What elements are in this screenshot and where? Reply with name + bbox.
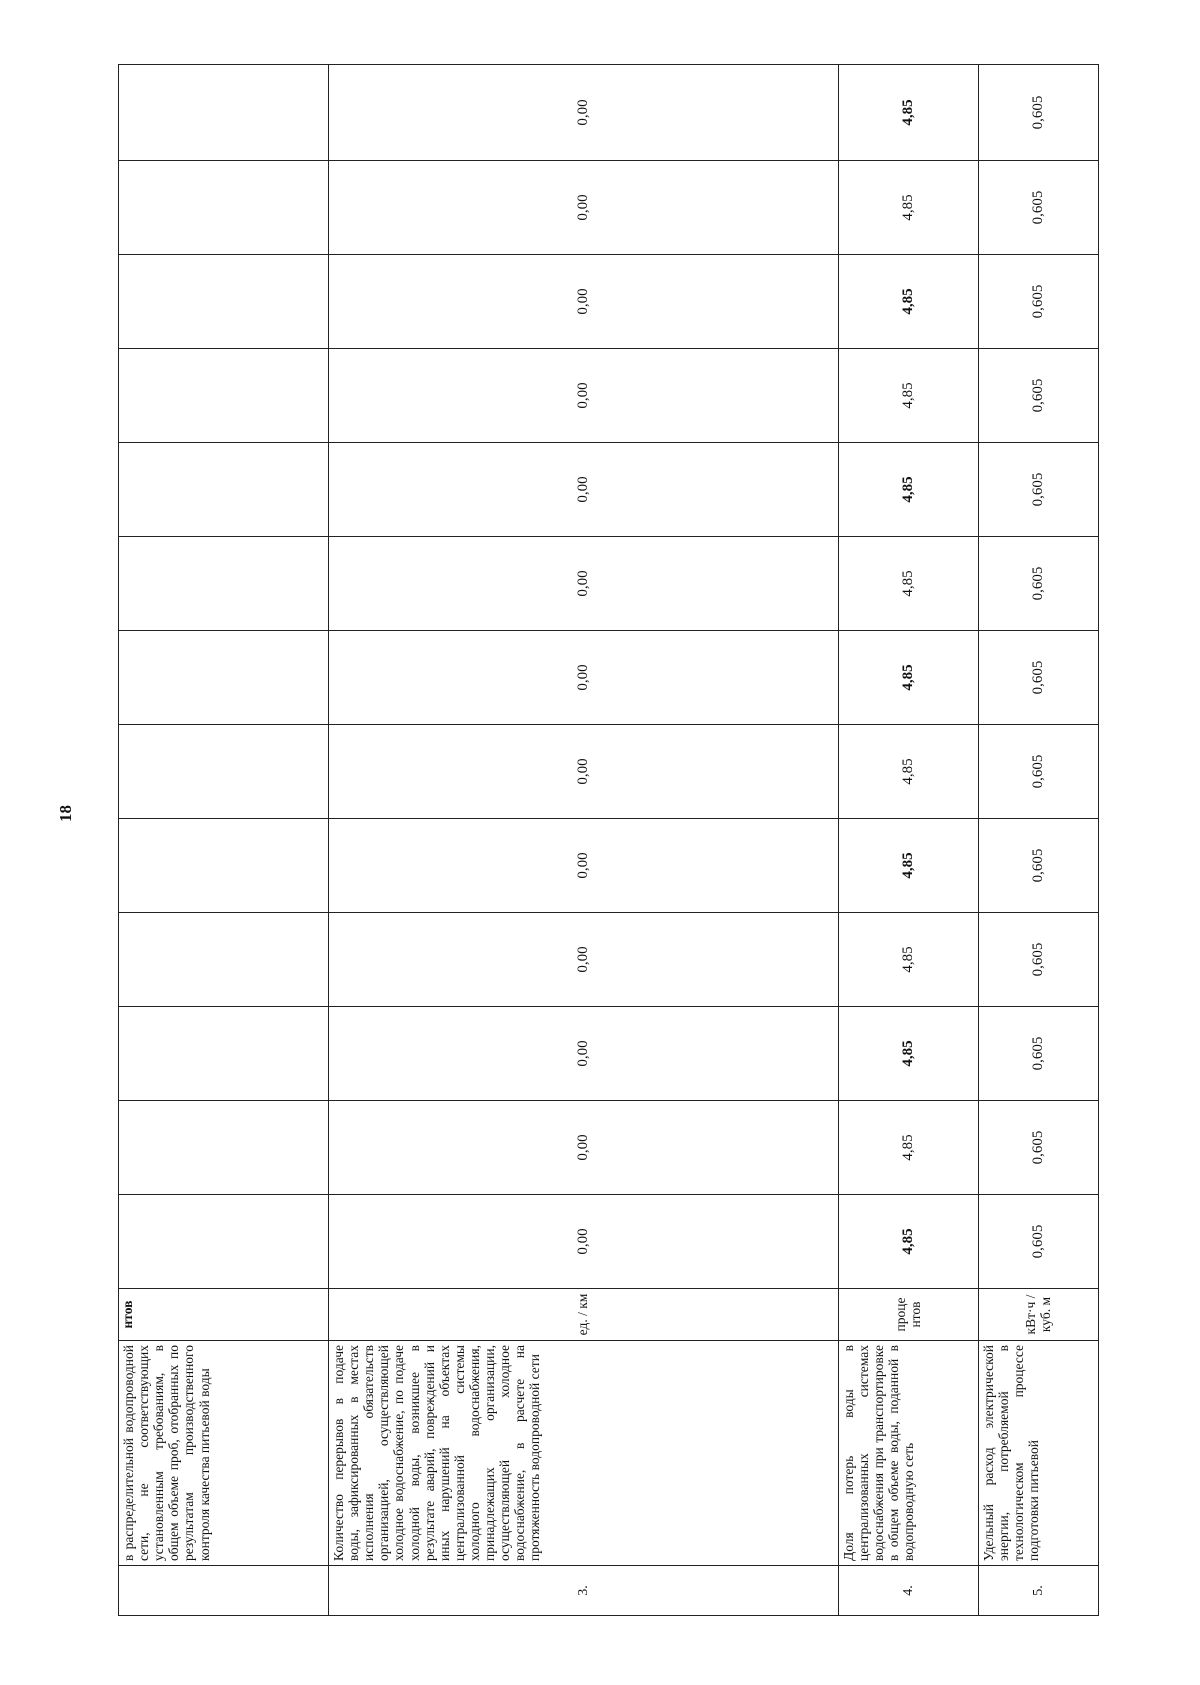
year-value-cell: 0,00 — [329, 1195, 839, 1289]
indicator-description: в распределительной водопроводной сети, не соответствующих установленным требованиям, в общем объеме проб, отобранных по результатам производственного контроля качества питьевой воды — [119, 1341, 329, 1566]
year-value-cell: 4,85 — [839, 913, 979, 1007]
year-value-cell: 0,605 — [979, 349, 1099, 443]
year-value-cell: 0,605 — [979, 65, 1099, 161]
year-value-cell: 0,00 — [329, 443, 839, 537]
year-value-cell: 4,85 — [839, 161, 979, 255]
row-number — [119, 1566, 329, 1616]
indicator-description: Количество перерывов в подаче воды, зафиксированных в местах исполнения обязательств организацией, осуществляющей холодное водоснабжение, по подаче холодной воды, возникшее в результате аварий, повреждений и иных нарушений на объектах централизованной системы холодного водоснабжения, принадлежащих организации, осуществляющей холодное водоснабжение, в расчете на протяженность водопроводной сети — [329, 1341, 839, 1566]
year-value-cell: 0,605 — [979, 631, 1099, 725]
year-value-cell: 0,00 — [329, 725, 839, 819]
year-value-cell: 0,00 — [329, 1007, 839, 1101]
year-value-cell: 4,85 — [839, 631, 979, 725]
year-value-cell: 0,605 — [979, 1007, 1099, 1101]
year-value-cell: 4,85 — [839, 537, 979, 631]
row-number: 5. — [979, 1566, 1099, 1616]
table-row — [329, 65, 839, 1616]
year-value-cell — [119, 913, 329, 1007]
year-value-cell: 0,00 — [329, 631, 839, 725]
unit-of-measure: кВт·ч / куб. м — [979, 1289, 1099, 1341]
table-body — [119, 65, 1099, 1616]
year-value-cell: 4,85 — [839, 1007, 979, 1101]
year-value-cell: 4,85 — [839, 725, 979, 819]
year-value-cell: 0,00 — [329, 349, 839, 443]
table-row — [119, 65, 329, 1616]
year-value-cell — [119, 631, 329, 725]
year-value-cell: 0,00 — [329, 255, 839, 349]
year-value-cell — [119, 1195, 329, 1289]
year-value-cell: 4,85 — [839, 819, 979, 913]
year-value-cell: 0,00 — [329, 537, 839, 631]
year-value-cell: 0,605 — [979, 443, 1099, 537]
year-value-cell: 0,00 — [329, 161, 839, 255]
indicator-description: Доля потерь воды в централизованных системах водоснабжения при транспортировке в общем объеме воды, поданной в водопроводную сеть — [839, 1341, 979, 1566]
year-value-cell: 0,605 — [979, 1195, 1099, 1289]
year-value-cell: 4,85 — [839, 1101, 979, 1195]
unit-of-measure: нтов — [119, 1289, 329, 1341]
year-value-cell: 4,85 — [839, 255, 979, 349]
year-value-cell — [119, 537, 329, 631]
unit-of-measure: ед. / км — [329, 1289, 839, 1341]
row-number: 3. — [329, 1566, 839, 1616]
year-value-cell: 0,605 — [979, 161, 1099, 255]
year-value-cell — [119, 255, 329, 349]
year-value-cell — [119, 819, 329, 913]
year-value-cell: 4,85 — [839, 65, 979, 161]
year-value-cell — [119, 161, 329, 255]
year-value-cell: 0,00 — [329, 913, 839, 1007]
year-value-cell: 0,605 — [979, 255, 1099, 349]
table-row — [979, 65, 1099, 1616]
year-value-cell: 4,85 — [839, 443, 979, 537]
year-value-cell: 4,85 — [839, 349, 979, 443]
indicator-description: Удельный расход электрической энергии, потребляемой в технологическом процессе подготовки питьевой — [979, 1341, 1099, 1566]
year-value-cell — [119, 65, 329, 161]
row-number: 4. — [839, 1566, 979, 1616]
page-number: 18 — [56, 805, 75, 822]
year-value-cell — [119, 1101, 329, 1195]
indicators-table — [118, 64, 1099, 1616]
year-value-cell — [119, 1007, 329, 1101]
table-row — [839, 65, 979, 1616]
year-value-cell: 0,00 — [329, 819, 839, 913]
year-value-cell: 0,605 — [979, 913, 1099, 1007]
year-value-cell — [119, 349, 329, 443]
rotated-table-container — [118, 71, 1118, 1616]
year-value-cell: 0,605 — [979, 1101, 1099, 1195]
unit-of-measure: проце нтов — [839, 1289, 979, 1341]
year-value-cell: 0,605 — [979, 725, 1099, 819]
year-value-cell: 4,85 — [839, 1195, 979, 1289]
year-value-cell: 0,605 — [979, 819, 1099, 913]
year-value-cell: 0,00 — [329, 1101, 839, 1195]
year-value-cell — [119, 725, 329, 819]
year-value-cell: 0,605 — [979, 537, 1099, 631]
year-value-cell: 0,00 — [329, 65, 839, 161]
year-value-cell — [119, 443, 329, 537]
